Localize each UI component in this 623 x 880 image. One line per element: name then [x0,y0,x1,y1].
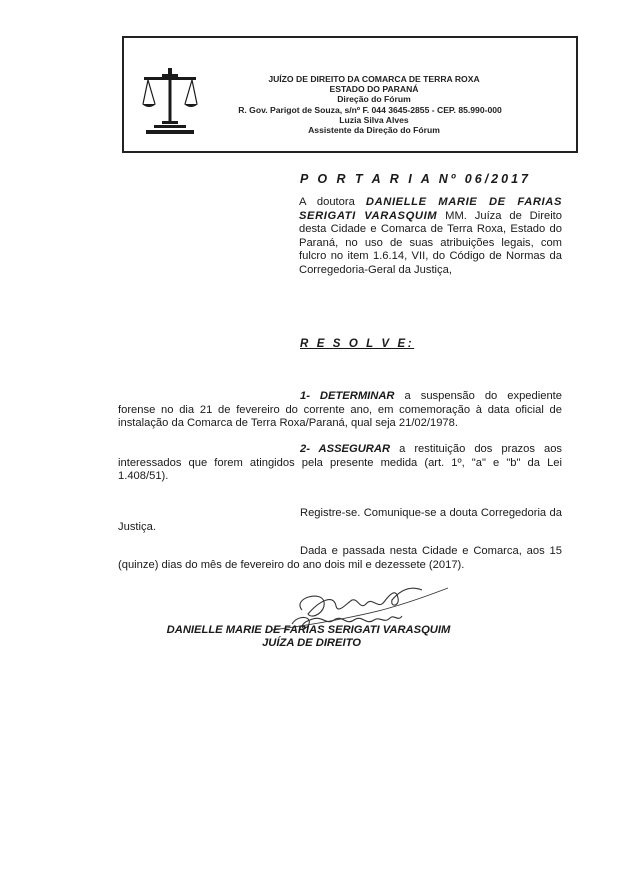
assistant-role: Assistente da Direção do Fórum [308,125,440,136]
court-name: JUÍZO DE DIREITO DA COMARCA DE TERRA ROXA [268,74,480,84]
judge-name: DANIELLE MARIE DE FARIAS SERIGATI VARASQUIM [299,196,563,222]
item-1-paragraph [118,390,562,431]
assistant-name: Luzia Silva Alves [339,114,409,125]
item-2-text: a restituição dos prazos aos interessados que forem atingidos pela presente medida (art. 1º, "a" e "b" da Lei 1.408/51). [118,443,563,483]
letterhead-text [224,74,524,135]
state-name: ESTADO DO PARANÁ [329,84,419,95]
item-1-label: 1- DETERMINAR [300,390,395,402]
item-2-label: 2- ASSEGURAR [300,443,391,455]
closing-paragraph-1: Registre-se. Comunique-se a douta Corregedoria da Justiça. [118,507,562,533]
item-1-text: a suspensão do expediente forense no dia 21 de fevereiro do corrente ano, em comemoração à data oficial de instalação da Comarca de Terra Roxa/Paraná, qual seja 21/02/1978. [118,390,562,430]
closing-paragraph-2: Dada e passada nesta Cidade e Comarca, aos 15 (quinze) dias do mês de fevereiro do ano dois mil e dezessete (2017). [118,545,562,571]
intro-prefix: A doutora [299,196,355,208]
intro-text: MM. Juíza de Direito desta Cidade e Comarca de Terra Roxa, Estado do Paraná, no uso de suas atribuições legais, com fulcro no item 1.6.14, VII, do Código de Normas da Corregedoria-Geral da Justiça, [299,209,563,276]
item-2-paragraph [118,443,562,484]
address-line: R. Gov. Parigot de Souza, s/nº F. 044 3645-2855 - CEP. 85.990-000 [238,104,502,115]
letterhead-box [122,36,578,153]
document-title: P O R T A R I A Nº 06/2017 [300,172,531,186]
forum-direction: Direção do Fórum [337,94,411,105]
resolve-heading: R E S O L V E: [300,338,415,350]
signer-role: JUÍZA DE DIREITO [262,637,361,649]
scales-of-justice-icon [142,66,198,136]
signer-name: DANIELLE MARIE DE FARIAS SERIGATI VARASQUIM [166,624,451,636]
intro-paragraph [299,196,562,278]
